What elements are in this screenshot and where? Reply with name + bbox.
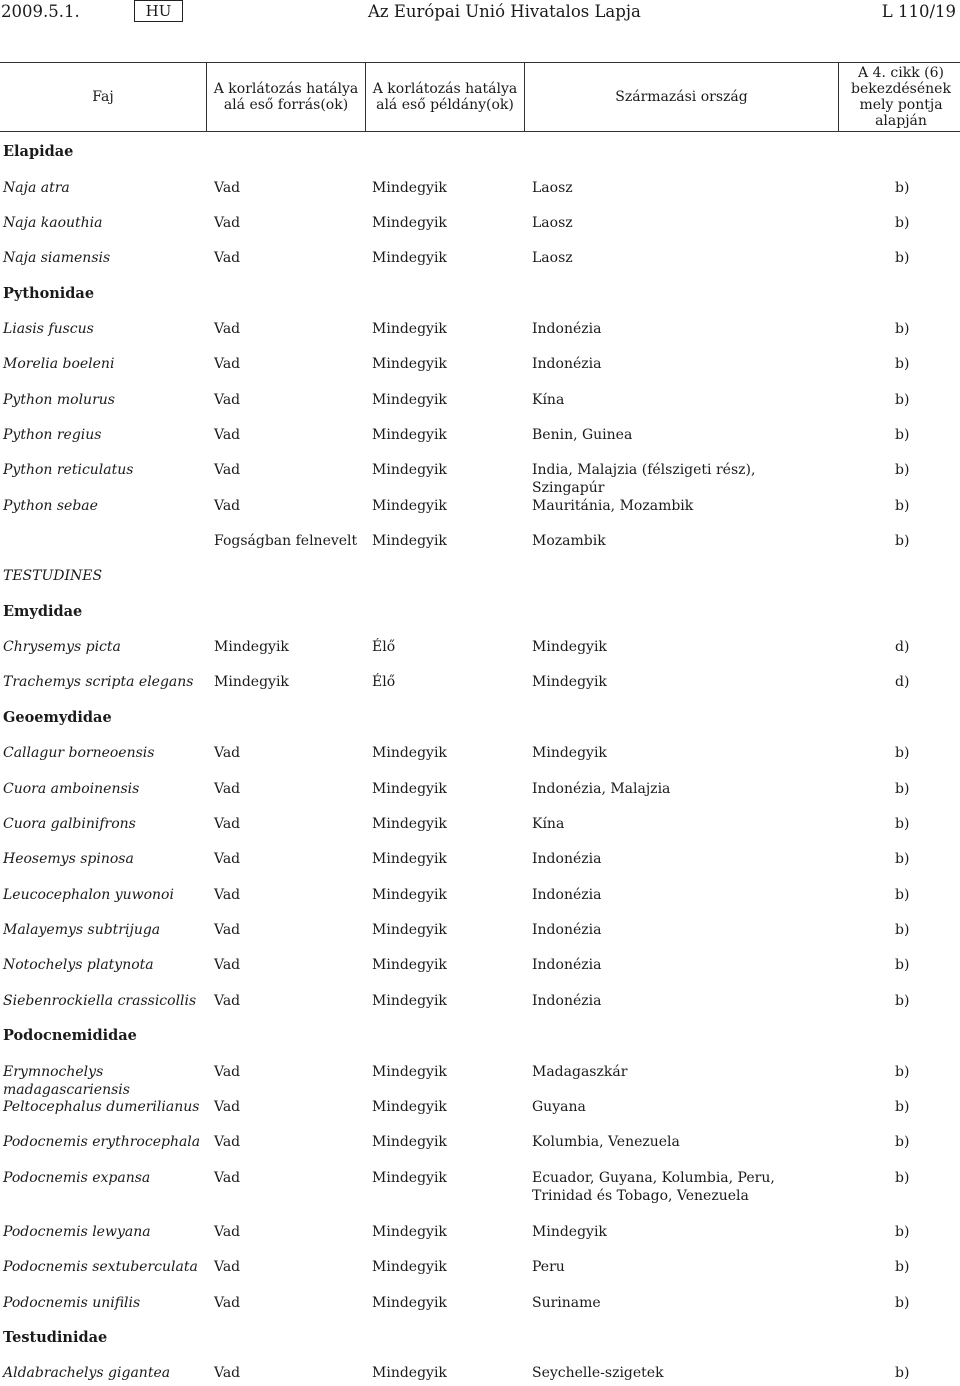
article-point-cell: b) bbox=[895, 462, 910, 478]
specimen-cell: Mindegyik bbox=[372, 250, 447, 266]
specimen-cell: Mindegyik bbox=[372, 993, 447, 1009]
language-badge: HU bbox=[134, 0, 183, 22]
species-name: Python molurus bbox=[3, 392, 115, 408]
article-point-cell: b) bbox=[895, 1295, 910, 1311]
country-cell: Indonézia bbox=[532, 321, 602, 337]
article-point-cell: b) bbox=[895, 816, 910, 832]
country-cell: Mindegyik bbox=[532, 639, 607, 655]
specimen-cell: Élő bbox=[372, 674, 396, 690]
species-name: Naja siamensis bbox=[3, 250, 111, 266]
source-cell: Vad bbox=[214, 957, 241, 973]
country-cell: Suriname bbox=[532, 1295, 601, 1311]
species-name: Chrysemys picta bbox=[3, 639, 121, 655]
species-name: Callagur borneoensis bbox=[3, 745, 155, 761]
source-cell: Vad bbox=[214, 180, 241, 196]
article-point-cell: b) bbox=[895, 392, 910, 408]
article-point-cell: d) bbox=[895, 674, 910, 690]
source-cell: Vad bbox=[214, 356, 241, 372]
specimen-cell: Mindegyik bbox=[372, 392, 447, 408]
country-cell: Mindegyik bbox=[532, 745, 607, 761]
species-name: Podocnemis erythrocephala bbox=[3, 1134, 201, 1150]
country-cell: Kína bbox=[532, 816, 565, 832]
source-cell: Vad bbox=[214, 1134, 241, 1150]
article-point-cell: b) bbox=[895, 1064, 910, 1080]
species-name: Heosemys spinosa bbox=[3, 851, 134, 867]
specimen-cell: Mindegyik bbox=[372, 745, 447, 761]
column-header-specimen: A korlátozás hatálya alá eső példány(ok) bbox=[372, 81, 518, 113]
species-name: Python sebae bbox=[3, 498, 98, 514]
article-point-cell: b) bbox=[895, 781, 910, 797]
article-point-cell: b) bbox=[895, 250, 910, 266]
specimen-cell: Mindegyik bbox=[372, 887, 447, 903]
species-name: Cuora amboinensis bbox=[3, 781, 140, 797]
specimen-cell: Mindegyik bbox=[372, 816, 447, 832]
species-name: Naja atra bbox=[3, 180, 70, 196]
article-point-cell: b) bbox=[895, 180, 910, 196]
country-cell: Mindegyik bbox=[532, 674, 607, 690]
source-cell: Vad bbox=[214, 1365, 241, 1381]
country-cell: Guyana bbox=[532, 1099, 586, 1115]
species-name: Peltocephalus dumerilianus bbox=[3, 1099, 200, 1115]
country-cell: Kína bbox=[532, 392, 565, 408]
specimen-cell: Mindegyik bbox=[372, 851, 447, 867]
country-cell: Benin, Guinea bbox=[532, 427, 633, 443]
country-cell: Mindegyik bbox=[532, 1224, 607, 1240]
country-cell: Indonézia bbox=[532, 851, 602, 867]
article-point-cell: b) bbox=[895, 851, 910, 867]
article-point-cell: b) bbox=[895, 1259, 910, 1275]
species-name: Siebenrockiella crassicollis bbox=[3, 993, 197, 1009]
source-cell: Vad bbox=[214, 250, 241, 266]
table-header bbox=[0, 62, 960, 132]
source-cell: Vad bbox=[214, 851, 241, 867]
country-cell: Indonézia bbox=[532, 356, 602, 372]
specimen-cell: Mindegyik bbox=[372, 781, 447, 797]
specimen-cell: Élő bbox=[372, 639, 396, 655]
source-cell: Vad bbox=[214, 1259, 241, 1275]
country-cell: Indonézia bbox=[532, 887, 602, 903]
source-cell: Vad bbox=[214, 745, 241, 761]
page-header bbox=[0, 0, 960, 24]
source-cell: Vad bbox=[214, 1224, 241, 1240]
country-cell: Laosz bbox=[532, 215, 573, 231]
species-name: Aldabrachelys gigantea bbox=[3, 1365, 171, 1381]
country-cell: Peru bbox=[532, 1259, 565, 1275]
family-name: Podocnemididae bbox=[3, 1027, 137, 1044]
specimen-cell: Mindegyik bbox=[372, 1134, 447, 1150]
source-cell: Vad bbox=[214, 922, 241, 938]
specimen-cell: Mindegyik bbox=[372, 462, 447, 478]
country-cell: Kolumbia, Venezuela bbox=[532, 1134, 680, 1150]
source-cell: Vad bbox=[214, 1170, 241, 1186]
source-cell: Vad bbox=[214, 392, 241, 408]
country-cell: Indonézia bbox=[532, 993, 602, 1009]
specimen-cell: Mindegyik bbox=[372, 1064, 447, 1080]
article-point-cell: b) bbox=[895, 745, 910, 761]
source-cell: Vad bbox=[214, 781, 241, 797]
article-point-cell: b) bbox=[895, 498, 910, 514]
specimen-cell: Mindegyik bbox=[372, 957, 447, 973]
article-point-cell: b) bbox=[895, 1134, 910, 1150]
species-name: Erymnochelys madagascariensis bbox=[3, 1064, 130, 1098]
page-number: L 110/19 bbox=[881, 2, 956, 21]
species-name: Podocnemis unifilis bbox=[3, 1295, 141, 1311]
species-name: Python reticulatus bbox=[3, 462, 134, 478]
country-cell: Mauritánia, Mozambik bbox=[532, 498, 694, 514]
country-cell: India, Malajzia (félszigeti rész), Szingapúr bbox=[532, 462, 756, 496]
specimen-cell: Mindegyik bbox=[372, 427, 447, 443]
country-cell: Mozambik bbox=[532, 533, 606, 549]
specimen-cell: Mindegyik bbox=[372, 1224, 447, 1240]
species-name: Podocnemis expansa bbox=[3, 1170, 151, 1186]
specimen-cell: Mindegyik bbox=[372, 1259, 447, 1275]
source-cell: Vad bbox=[214, 1099, 241, 1115]
source-cell: Vad bbox=[214, 498, 241, 514]
species-name: Podocnemis sextuberculata bbox=[3, 1259, 198, 1275]
specimen-cell: Mindegyik bbox=[372, 1295, 447, 1311]
country-cell: Indonézia bbox=[532, 922, 602, 938]
specimen-cell: Mindegyik bbox=[372, 922, 447, 938]
country-cell: Indonézia, Malajzia bbox=[532, 781, 671, 797]
species-name: Naja kaouthia bbox=[3, 215, 103, 231]
source-cell: Fogságban felnevelt bbox=[214, 533, 358, 549]
column-divider bbox=[838, 63, 839, 131]
column-header-species: Faj bbox=[92, 89, 114, 105]
country-cell: Seychelle-szigetek bbox=[532, 1365, 664, 1381]
country-cell: Laosz bbox=[532, 180, 573, 196]
specimen-cell: Mindegyik bbox=[372, 1170, 447, 1186]
specimen-cell: Mindegyik bbox=[372, 321, 447, 337]
country-cell: Madagaszkár bbox=[532, 1064, 628, 1080]
article-point-cell: b) bbox=[895, 356, 910, 372]
journal-title: Az Európai Unió Hivatalos Lapja bbox=[368, 2, 641, 21]
article-point-cell: b) bbox=[895, 427, 910, 443]
specimen-cell: Mindegyik bbox=[372, 356, 447, 372]
species-name: Liasis fuscus bbox=[3, 321, 94, 337]
source-cell: Vad bbox=[214, 993, 241, 1009]
article-point-cell: b) bbox=[895, 957, 910, 973]
article-point-cell: b) bbox=[895, 1224, 910, 1240]
article-point-cell: b) bbox=[895, 993, 910, 1009]
source-cell: Vad bbox=[214, 1295, 241, 1311]
source-cell: Vad bbox=[214, 887, 241, 903]
specimen-cell: Mindegyik bbox=[372, 180, 447, 196]
article-point-cell: b) bbox=[895, 922, 910, 938]
order-name: TESTUDINES bbox=[3, 568, 103, 584]
source-cell: Vad bbox=[214, 215, 241, 231]
family-name: Emydidae bbox=[3, 603, 83, 620]
species-name: Morelia boeleni bbox=[3, 356, 115, 372]
source-cell: Vad bbox=[214, 427, 241, 443]
column-header-country: Származási ország bbox=[615, 89, 748, 105]
country-cell: Ecuador, Guyana, Kolumbia, Peru, Trinidad és Tobago, Venezuela bbox=[532, 1170, 775, 1204]
family-name: Pythonidae bbox=[3, 285, 95, 302]
article-point-cell: d) bbox=[895, 639, 910, 655]
column-header-article-point: A 4. cikk (6) bekezdésének mely pontja alapján bbox=[851, 65, 951, 129]
source-cell: Mindegyik bbox=[214, 639, 289, 655]
source-cell: Mindegyik bbox=[214, 674, 289, 690]
species-name: Leucocephalon yuwonoi bbox=[3, 887, 174, 903]
species-name: Notochelys platynota bbox=[3, 957, 154, 973]
specimen-cell: Mindegyik bbox=[372, 533, 447, 549]
family-name: Testudinidae bbox=[3, 1329, 108, 1346]
article-point-cell: b) bbox=[895, 1099, 910, 1115]
article-point-cell: b) bbox=[895, 215, 910, 231]
species-name: Cuora galbinifrons bbox=[3, 816, 136, 832]
species-name: Python regius bbox=[3, 427, 102, 443]
country-cell: Laosz bbox=[532, 250, 573, 266]
source-cell: Vad bbox=[214, 1064, 241, 1080]
source-cell: Vad bbox=[214, 816, 241, 832]
column-header-source: A korlátozás hatálya alá eső forrás(ok) bbox=[213, 81, 359, 113]
family-name: Elapidae bbox=[3, 143, 74, 160]
specimen-cell: Mindegyik bbox=[372, 1099, 447, 1115]
source-cell: Vad bbox=[214, 321, 241, 337]
article-point-cell: b) bbox=[895, 887, 910, 903]
species-name: Trachemys scripta elegans bbox=[3, 674, 194, 690]
publication-date: 2009.5.1. bbox=[1, 2, 80, 21]
specimen-cell: Mindegyik bbox=[372, 215, 447, 231]
family-name: Geoemydidae bbox=[3, 709, 112, 726]
species-name: Podocnemis lewyana bbox=[3, 1224, 151, 1240]
specimen-cell: Mindegyik bbox=[372, 1365, 447, 1381]
species-name: Malayemys subtrijuga bbox=[3, 922, 161, 938]
country-cell: Indonézia bbox=[532, 957, 602, 973]
article-point-cell: b) bbox=[895, 533, 910, 549]
article-point-cell: b) bbox=[895, 1170, 910, 1186]
source-cell: Vad bbox=[214, 462, 241, 478]
specimen-cell: Mindegyik bbox=[372, 498, 447, 514]
article-point-cell: b) bbox=[895, 321, 910, 337]
article-point-cell: b) bbox=[895, 1365, 910, 1381]
